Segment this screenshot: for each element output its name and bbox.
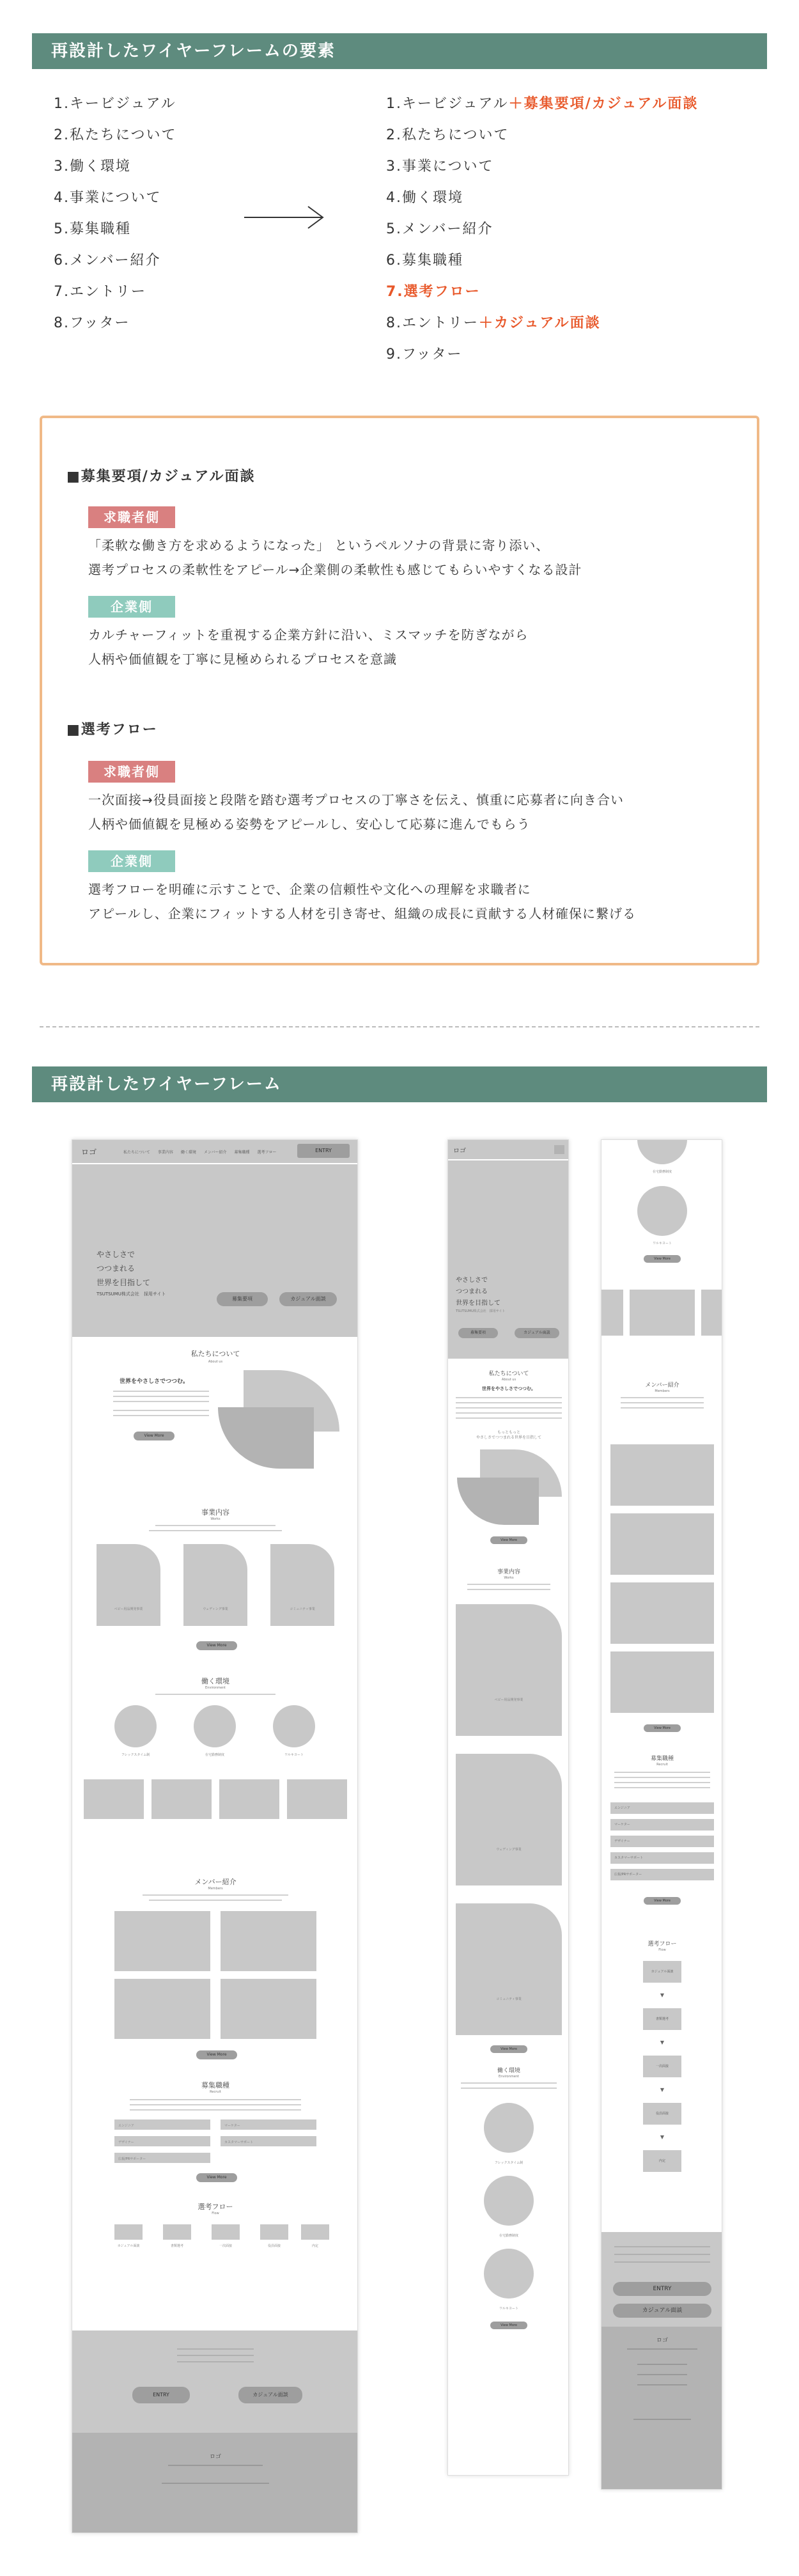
sp2-member-text <box>621 1397 704 1398</box>
pc-flow-step <box>163 2224 191 2240</box>
sp-about-lead: 世界をやさしさでつつむ。 <box>482 1386 536 1391</box>
sp2-flow-step: 内定 <box>643 2150 681 2172</box>
before-item: 3.働く環境 <box>54 159 131 175</box>
sp2-member-title: メンバー紹介 <box>645 1382 679 1389</box>
pc-biz-card <box>270 1544 334 1626</box>
sp2-recruit-text <box>614 1787 710 1788</box>
before-item: 1.キービジュアル <box>54 96 176 112</box>
pc-about-text <box>113 1415 209 1416</box>
pc-biz-viewmore[interactable]: View More <box>196 1641 237 1650</box>
sp-about-image2 <box>457 1478 539 1525</box>
before-item: 4.事業について <box>54 190 162 206</box>
pc-about-image2 <box>218 1407 314 1469</box>
block1-tag-company: 企業側 <box>88 596 175 618</box>
pc-casual-button[interactable]: カジュアル面談 <box>279 1292 337 1306</box>
pc-member-text <box>143 1894 288 1896</box>
pc-job-label: エンジニア <box>118 2124 134 2128</box>
pc-env-item: ワルキヨート <box>284 1753 304 1757</box>
block2-tag-seeker: 求職者側 <box>88 761 175 783</box>
explanation-card <box>40 416 759 965</box>
pc-env-photo <box>287 1779 347 1819</box>
pc-about-text <box>113 1391 209 1392</box>
pc-flow-label: 書類選考 <box>170 2244 183 2248</box>
pc-member-card[interactable] <box>114 1911 210 1971</box>
sp-biz-en: Works <box>504 1576 514 1580</box>
section-header-elements: 再設計したワイヤーフレームの要素 <box>32 33 767 69</box>
sp-about-viewmore[interactable]: View More <box>490 1536 527 1544</box>
pc-flow-label: 内定 <box>311 2244 318 2248</box>
after-item-main: 1.キービジュアル <box>386 96 509 112</box>
sp-about-title: 私たちについて <box>488 1371 529 1377</box>
sp2-env-photo <box>630 1290 695 1336</box>
pc-hero-line1: やさしさで <box>97 1250 136 1259</box>
pc-env-image <box>273 1705 315 1747</box>
pc-nav-item[interactable]: 事業内容 <box>157 1150 173 1155</box>
sp2-job-row[interactable]: デザイナー <box>610 1836 714 1847</box>
sp-biz-card <box>456 1903 562 2035</box>
pc-member-text <box>149 1900 282 1901</box>
pc-about-lead: 世界をやさしさでつつむ。 <box>120 1378 189 1385</box>
sp-biz-item: コミュニティ事業 <box>496 1997 522 2001</box>
after-item-added: ＋カジュアル面談 <box>479 315 601 331</box>
sp-biz-title: 事業内容 <box>497 1569 520 1575</box>
after-item-added: ＋募集要項/カジュアル面談 <box>508 96 699 112</box>
sp2-flow-step: 一次面接 <box>643 2056 681 2077</box>
after-item <box>386 245 698 276</box>
sp2-footer-text <box>627 2348 697 2350</box>
pc-flow-step <box>260 2224 288 2240</box>
pc-biz-item: コミュニティ事業 <box>290 1607 315 1611</box>
sp2-env-viewmore[interactable]: View More <box>644 1255 681 1263</box>
pc-recruit-text <box>130 2104 301 2105</box>
before-item: 6.メンバー紹介 <box>54 253 161 269</box>
after-item <box>386 151 698 182</box>
block2-text-company: 選考フローを明確に示すことで、企業の信頼性や文化への理解を求職者に アピールし、企業にフィットする人材を引き寄せ、組織の成長に貢献する人材確保に繋げる <box>88 882 636 921</box>
pc-flow-step <box>301 2224 329 2240</box>
sp-env-text <box>461 2088 557 2089</box>
pc-env-text <box>155 1694 275 1695</box>
pc-flow-label: カジュアル面談 <box>117 2244 140 2248</box>
pc-about-viewmore[interactable]: View More <box>134 1432 175 1440</box>
sp2-job-row[interactable]: カスタマーサポート <box>610 1852 714 1864</box>
after-item-main: 3.事業について <box>386 159 494 175</box>
sp2-env-photo <box>601 1290 623 1336</box>
sp-env-item: ワルキヨート <box>499 2307 518 2311</box>
pc-env-photo <box>84 1779 144 1819</box>
sp2-flow-step: 役員面接 <box>643 2103 681 2125</box>
pc-footer-links[interactable] <box>162 2483 269 2484</box>
pc-biz-text <box>155 1525 275 1526</box>
after-item-main: 4.働く環境 <box>386 190 463 206</box>
pc-wireframe <box>72 1139 358 2533</box>
sp-biz-item: ベビー用品開発事業 <box>494 1698 524 1702</box>
sp2-job-row[interactable]: 広報/PRサポーター <box>610 1869 714 1880</box>
pc-hero-line2: つつまれる <box>97 1264 136 1273</box>
pc-nav <box>123 1149 277 1155</box>
sp-recruit-button[interactable]: 募集要項 <box>458 1328 498 1338</box>
sp2-recruit-text <box>614 1782 710 1783</box>
pc-flow-label: 役員面接 <box>267 2244 281 2248</box>
pc-hero-sub: TSUTSUMU株式会社 採用サイト <box>97 1292 166 1297</box>
sp-env-text <box>461 2082 557 2084</box>
pc-biz-text <box>149 1530 282 1531</box>
sp2-recruit-title: 募集職種 <box>650 1756 674 1762</box>
pc-job-label: デザイナー <box>118 2141 134 2144</box>
pc-footer-text <box>168 2465 263 2466</box>
sp-about-text <box>456 1417 562 1419</box>
pc-about-text <box>113 1401 209 1402</box>
pc-recruit-en: Recruit <box>210 2090 221 2094</box>
sp2-member-card[interactable] <box>610 1513 714 1575</box>
pc-entry-text <box>177 2355 254 2356</box>
sp-env-title: 働く環境 <box>497 2068 520 2074</box>
section-header-wireframe: 再設計したワイヤーフレーム <box>32 1066 767 1102</box>
sp2-flow-step: 書類選考 <box>643 2008 681 2030</box>
sp2-recruit-viewmore[interactable]: View More <box>644 1897 681 1905</box>
pc-flow-label: 一次面接 <box>219 2244 232 2248</box>
block1-text-company: カルチャーフィットを重視する企業方針に沿い、ミスマッチを防ぎながら 人柄や価値観を丁寧に見極められるプロセスを意識 <box>88 627 529 667</box>
sp2-job-list <box>610 1802 714 1885</box>
pc-member-en: Members <box>208 1887 223 1891</box>
pc-biz-en: Works <box>210 1517 221 1521</box>
sp-wireframe-bottom <box>601 1139 722 2490</box>
pc-env-item: 在宅勤務制度 <box>205 1753 224 1757</box>
sp-logo: ロゴ <box>453 1148 466 1155</box>
pc-job-label: 広報/PRサポーター <box>118 2157 146 2161</box>
sp-about-text <box>456 1412 562 1414</box>
after-item-main: 9.フッター <box>386 347 463 363</box>
sp-about-lead2: もっともっと <box>497 1430 520 1435</box>
after-item <box>386 339 698 370</box>
sp-env-item: フレックスタイム制 <box>494 2161 524 2165</box>
pc-entry-band <box>72 2330 358 2433</box>
chevron-down-icon: ▼ <box>660 2087 665 2093</box>
after-item-main: 5.メンバー紹介 <box>386 221 493 237</box>
sp2-copyright <box>633 2419 691 2420</box>
pc-env-image <box>194 1705 236 1747</box>
pc-flow-step <box>114 2224 143 2240</box>
sp-env-en: Environment <box>499 2075 519 2079</box>
pc-job-label: カスタマーサポート <box>224 2141 254 2144</box>
pc-about-title: 私たちについて <box>190 1350 240 1358</box>
pc-member-title: メンバー紹介 <box>194 1878 237 1886</box>
pc-entry-text <box>177 2361 254 2362</box>
pc-recruit-viewmore[interactable]: View More <box>196 2173 237 2182</box>
pc-recruit-text <box>130 2109 301 2111</box>
pc-nav-item[interactable]: 働く環境 <box>180 1150 196 1155</box>
sp-env-viewmore[interactable]: View More <box>490 2322 527 2329</box>
pc-flow-en: Flow <box>212 2212 219 2215</box>
before-item: 7.エントリー <box>54 284 146 300</box>
sp2-member-en: Members <box>655 1389 670 1393</box>
sp2-footer-link[interactable] <box>637 2364 687 2365</box>
sp-wireframe-top <box>447 1139 569 2476</box>
sp2-footer <box>601 2327 722 2490</box>
after-item-main: 2.私たちについて <box>386 127 509 143</box>
pc-about-text <box>113 1396 209 1397</box>
sp2-entry-text <box>614 2246 710 2247</box>
sp2-member-text <box>621 1407 704 1409</box>
after-list <box>386 88 698 370</box>
arrow-right-icon <box>243 205 326 230</box>
pc-about-en: About us <box>208 1360 223 1364</box>
sp2-env-photo <box>701 1290 722 1336</box>
after-item-main: 8.エントリー <box>386 315 479 331</box>
sp-hero-line2: つつまれる <box>456 1288 488 1295</box>
sp-header <box>448 1140 569 1159</box>
menu-icon[interactable] <box>554 1145 564 1154</box>
before-item: 5.募集職種 <box>54 221 131 237</box>
pc-biz-card <box>183 1544 247 1626</box>
sp2-footer-entry-button[interactable]: ENTRY <box>613 2282 711 2296</box>
pc-biz-item: ベビー用品開発事業 <box>114 1607 143 1611</box>
after-item <box>386 214 698 245</box>
section-divider <box>40 1026 759 1027</box>
block1-tag-seeker: 求職者側 <box>88 506 175 528</box>
sp2-flow-step: カジュアル面談 <box>643 1961 681 1983</box>
block1-heading: ■募集要項/カジュアル面談 <box>66 469 256 485</box>
pc-member-card[interactable] <box>114 1979 210 2039</box>
pc-flow-step <box>212 2224 240 2240</box>
after-item-main: 6.募集職種 <box>386 253 463 269</box>
sp2-member-viewmore[interactable]: View More <box>644 1724 681 1732</box>
pc-logo: ロゴ <box>81 1148 97 1157</box>
after-item <box>386 120 698 151</box>
sp-hero-line1: やさしさで <box>456 1277 488 1284</box>
pc-biz-card <box>97 1544 160 1626</box>
sp2-member-card[interactable] <box>610 1651 714 1713</box>
chevron-down-icon: ▼ <box>660 2134 665 2140</box>
sp2-env-image <box>637 1186 687 1236</box>
block2-heading: ■選考フロー <box>66 722 158 738</box>
pc-entry-text <box>177 2348 254 2350</box>
sp-hero-sub: TSUTSUMU株式会社 採用サイト <box>456 1309 506 1313</box>
sp2-recruit-text <box>614 1772 710 1773</box>
pc-biz-title: 事業内容 <box>201 1508 229 1517</box>
after-item <box>386 88 698 120</box>
before-item: 8.フッター <box>54 315 130 331</box>
pc-nav-item[interactable]: 選考フロー <box>257 1150 277 1155</box>
pc-member-viewmore[interactable]: View More <box>196 2050 237 2059</box>
sp2-recruit-text <box>614 1777 710 1778</box>
pc-env-title: 働く環境 <box>201 1677 229 1685</box>
sp-about-lead3: やさしさでつつまれる世界を目指して <box>476 1435 541 1440</box>
sp-about-text <box>456 1397 562 1398</box>
sp-env-image <box>484 2176 534 2226</box>
sp2-recruit-en: Recruit <box>656 1763 668 1767</box>
pc-nav-item[interactable]: 募集職種 <box>234 1150 250 1155</box>
sp2-flow-en: Flow <box>658 1948 666 1952</box>
pc-env-photo <box>219 1779 279 1819</box>
pc-nav-item[interactable]: 私たちについて <box>123 1150 150 1155</box>
sp2-member-card[interactable] <box>610 1582 714 1644</box>
sp2-footer-link[interactable] <box>637 2384 687 2385</box>
after-item <box>386 308 698 339</box>
pc-recruit-text <box>130 2099 301 2100</box>
sp2-flow-title: 選考フロー <box>648 1941 677 1948</box>
sp-biz-card <box>456 1754 562 1885</box>
sp-biz-item: ウェディング事業 <box>496 1848 522 1852</box>
sp2-env-image <box>637 1139 687 1164</box>
pc-env-photo <box>151 1779 212 1819</box>
pc-job-label: マーケター <box>224 2124 240 2128</box>
after-item <box>386 182 698 214</box>
sp-env-image <box>484 2103 534 2153</box>
pc-flow-title: 選考フロー <box>198 2203 233 2211</box>
sp-biz-viewmore[interactable]: View More <box>490 2045 527 2053</box>
sp2-env-item: ワルキヨート <box>653 1242 672 1245</box>
block2-text-seeker: 一次面接→役員面接と段階を踏む選考プロセスの丁寧さを伝え、慎重に応募者に向き合い 人柄や価値観を見極める姿勢をアピールし、安心して応募に進んでもらう <box>88 792 624 832</box>
sp-casual-button[interactable]: カジュアル面談 <box>515 1328 559 1338</box>
after-item-added: 7.選考フロー <box>386 284 481 300</box>
sp2-member-card[interactable] <box>610 1444 714 1506</box>
pc-env-item: フレックスタイム制 <box>121 1753 150 1757</box>
sp-biz-card <box>456 1604 562 1736</box>
sp-about-text <box>456 1402 562 1403</box>
pc-entry-button[interactable]: ENTRY <box>297 1144 350 1158</box>
before-item: 2.私たちについて <box>54 127 177 143</box>
pc-footer-casual-button[interactable]: カジュアル面談 <box>238 2387 302 2403</box>
pc-member-card[interactable] <box>221 1979 316 2039</box>
sp2-member-text <box>621 1402 704 1403</box>
sp-env-image <box>484 2249 534 2299</box>
sp2-flow-list <box>601 1961 722 2172</box>
before-list <box>54 88 177 339</box>
chevron-down-icon: ▼ <box>660 1992 665 1998</box>
pc-recruit-title: 募集職種 <box>201 2081 229 2089</box>
pc-nav-item[interactable]: メンバー紹介 <box>203 1150 227 1155</box>
pc-about-text <box>113 1410 209 1411</box>
pc-env-image <box>114 1705 157 1747</box>
pc-env-en: Environment <box>205 1686 226 1690</box>
pc-footer-logo: ロゴ <box>209 2454 221 2460</box>
sp2-footer-link[interactable] <box>637 2374 687 2375</box>
pc-biz-item: ウェディング事業 <box>203 1607 228 1611</box>
pc-member-card[interactable] <box>221 1911 316 1971</box>
sp-about-en: About us <box>501 1378 516 1382</box>
chevron-down-icon: ▼ <box>660 2040 665 2045</box>
sp2-entry-text <box>614 2261 710 2263</box>
pc-recruit-button[interactable]: 募集要項 <box>217 1292 268 1306</box>
sp2-entry-text <box>614 2254 710 2255</box>
sp-env-item: 在宅勤務制度 <box>499 2234 518 2238</box>
sp-biz-text <box>467 1584 550 1585</box>
pc-footer-entry-button[interactable]: ENTRY <box>132 2387 190 2403</box>
sp2-job-row[interactable]: マーケター <box>610 1819 714 1831</box>
block2-tag-company: 企業側 <box>88 850 175 872</box>
block1-text-seeker: 「柔軟な働き方を求めるようになった」 というペルソナの背景に寄り添い、 選考プロセスの柔軟性をアピール→企業側の柔軟性も感じてもらいやすくなる設計 <box>88 538 582 577</box>
after-item <box>386 276 698 308</box>
sp-biz-text <box>467 1589 550 1590</box>
sp-hero-line3: 世界を目指して <box>456 1300 500 1307</box>
sp2-job-row[interactable]: エンジニア <box>610 1802 714 1814</box>
sp2-footer-logo: ロゴ <box>656 2338 668 2344</box>
pc-hero-line3: 世界を目指して <box>97 1278 151 1287</box>
sp-about-text <box>456 1407 562 1409</box>
sp2-env-item: 在宅勤務制度 <box>652 1170 672 1174</box>
sp2-footer-casual-button[interactable]: カジュアル面談 <box>613 2304 711 2318</box>
